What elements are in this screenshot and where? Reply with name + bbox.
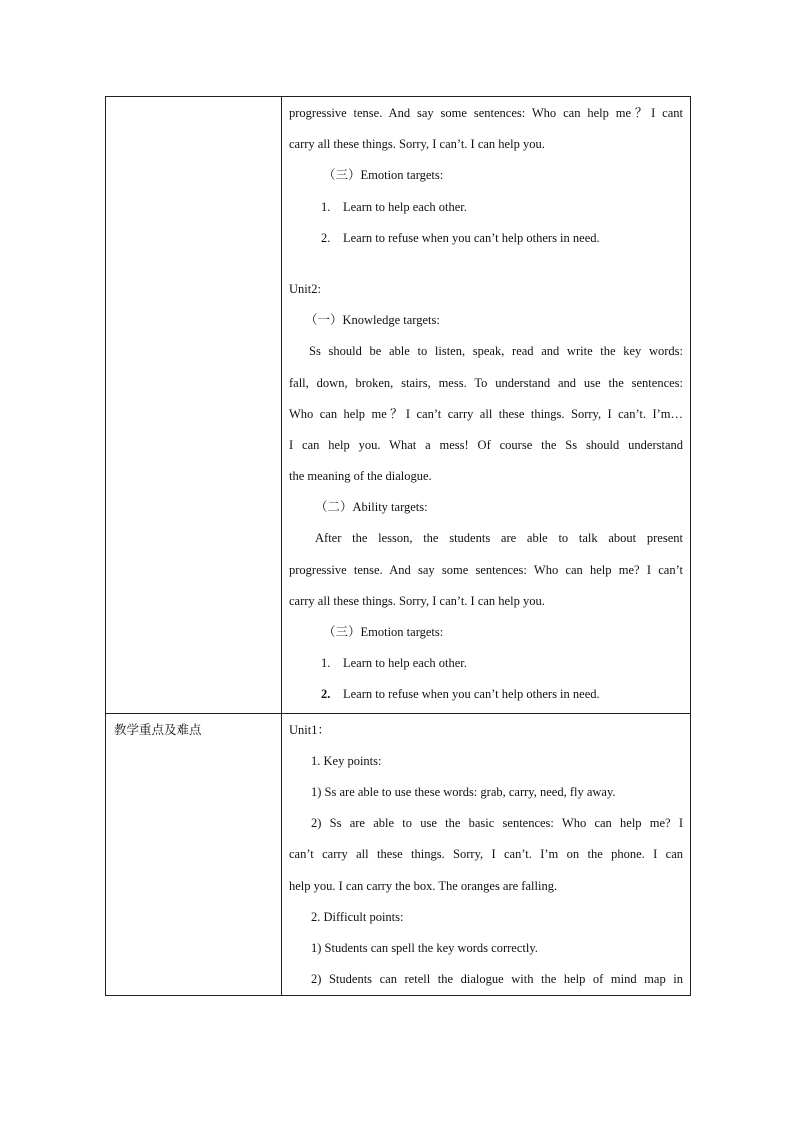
section-heading: （三）Emotion targets: — [323, 168, 444, 183]
text-line: 1) Students can spell the key words correctly. — [311, 940, 538, 955]
text-line: carry all these things. Sorry, I can’t. I can help you. — [289, 137, 545, 152]
list-item — [289, 648, 683, 679]
list-number: 2. — [321, 230, 331, 245]
list-number: 1. — [321, 656, 331, 671]
text-line: 2) Students can retell the dialogue with the help of mind map in — [311, 972, 683, 987]
list-text: Learn to help each other. — [343, 656, 467, 671]
list-number: 2. — [321, 687, 331, 702]
section-heading: （三）Emotion targets: — [323, 625, 444, 639]
key-points-label-cell — [106, 713, 282, 996]
key-points-content-cell — [282, 713, 691, 996]
list-item — [289, 679, 683, 710]
text-line: help you. I can carry the box. The oranges are falling. — [289, 878, 558, 893]
text-line: progressive tense. And say some sentences: Who can help me？I cant — [289, 106, 683, 120]
lesson-plan-table — [105, 96, 691, 996]
key-points-row — [106, 713, 691, 996]
section-heading: （一）Knowledge targets: — [305, 313, 440, 328]
text-line: I can help you. What a mess! Of course the Ss should understand — [289, 437, 683, 452]
section-heading: 1. Key points: — [311, 753, 382, 768]
text-line: Who can help me？I can’t carry all these things. Sorry, I can’t. I’m… — [289, 406, 683, 421]
unit-heading: Unit2: — [289, 281, 321, 296]
list-item — [289, 192, 683, 223]
text-line: After the lesson, the students are able to talk about present — [315, 531, 683, 546]
list-text: Learn to help each other. — [343, 199, 467, 214]
section-heading: （二）Ability targets: — [315, 500, 428, 515]
objectives-row — [106, 97, 691, 714]
objectives-label-cell — [106, 97, 282, 714]
section-heading: 2. Difficult points: — [311, 909, 404, 924]
list-item — [289, 223, 683, 254]
text-line: progressive tense. And say some sentences: Who can help me? I can’t — [289, 562, 683, 577]
text-line: 1) Ss are able to use these words: grab, carry, need, fly away. — [311, 784, 616, 799]
list-number: 1. — [321, 199, 331, 214]
key-points-label: 教学重点及难点 — [114, 721, 202, 737]
list-text: Learn to refuse when you can’t help others in need. — [343, 687, 600, 702]
objectives-label — [106, 97, 281, 100]
text-line: fall, down, broken, stairs, mess. To understand and use the sentences: — [289, 375, 683, 390]
text-line: the meaning of the dialogue. — [289, 469, 432, 484]
blank-line — [289, 254, 683, 274]
unit-heading: Unit1： — [289, 722, 330, 737]
list-text: Learn to refuse when you can’t help others in need. — [343, 230, 600, 245]
text-line: can’t carry all these things. Sorry, I can’t. I’m on the phone. I can — [289, 847, 683, 862]
objectives-content-cell — [282, 97, 691, 714]
text-line: Ss should be able to listen, speak, read and write the key words: — [309, 344, 683, 359]
text-line: carry all these things. Sorry, I can’t. I can help you. — [289, 593, 545, 608]
text-line: 2) Ss are able to use the basic sentences: Who can help me? I — [311, 816, 683, 831]
